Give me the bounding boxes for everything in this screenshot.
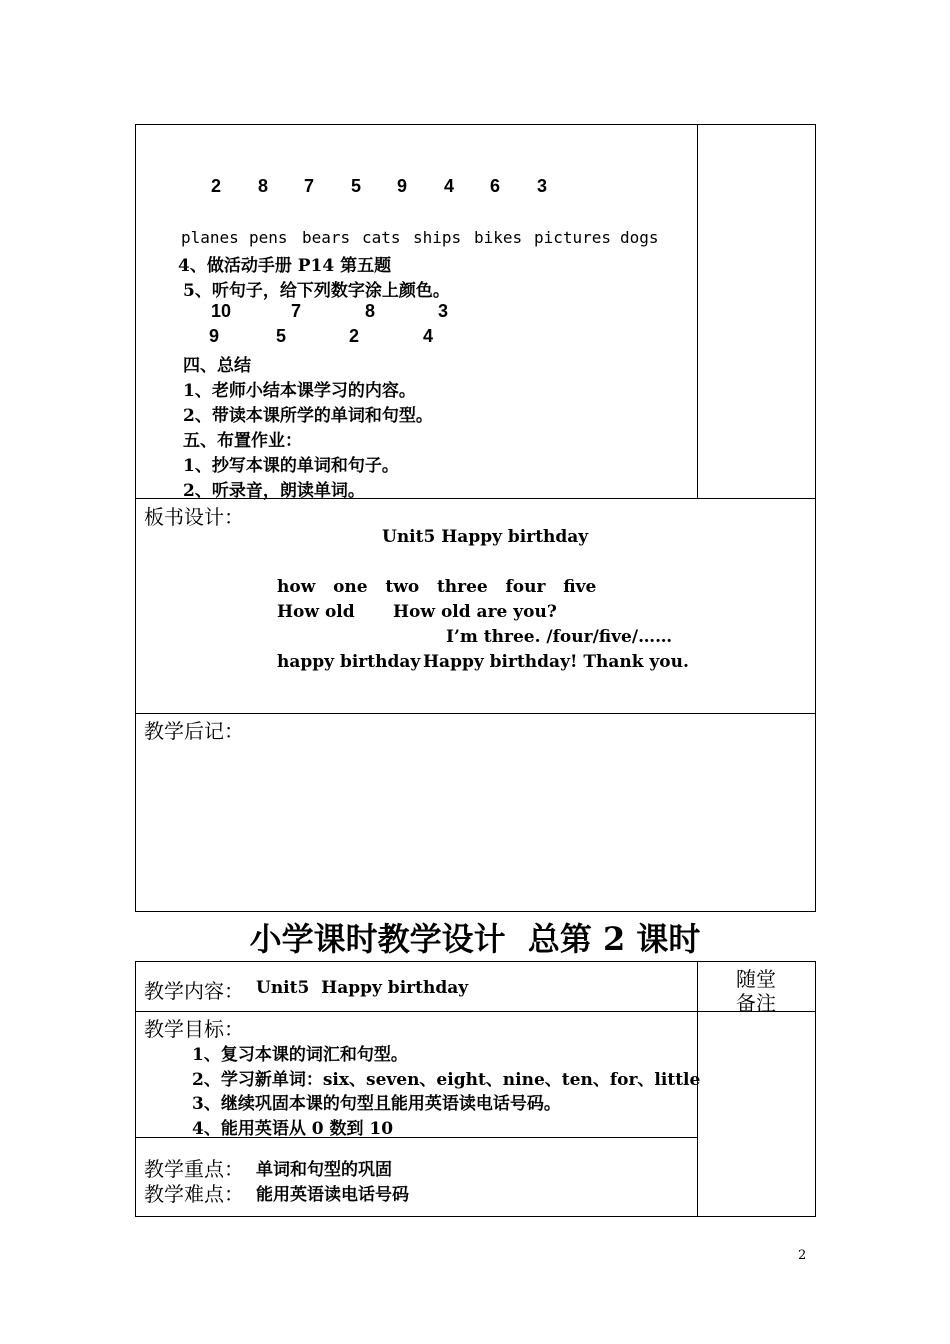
number-item: 2 — [349, 326, 360, 346]
board-line-2b: How old are you? — [393, 602, 557, 622]
word-item: planes — [181, 228, 239, 247]
board-line-3: I’m three. /four/five/…… — [446, 627, 673, 647]
word-item: ships — [413, 228, 462, 247]
board-line-4b: Happy birthday! Thank you. — [423, 652, 689, 672]
content-row-divider — [135, 1011, 816, 1012]
key-point-value: 单词和句型的巩固 — [256, 1160, 392, 1180]
activity-line-4: 4、做活动手册 P14 第五题 — [178, 256, 392, 276]
notes-divider — [135, 713, 816, 714]
goal-item-1: 1、复习本课的词汇和句型。 — [192, 1045, 408, 1065]
number-item: 3 — [438, 301, 449, 321]
number-item: 6 — [490, 176, 501, 196]
word-item: bears — [302, 228, 351, 247]
teaching-content-label: 教学内容： — [144, 979, 244, 1003]
section-title: 小学课时教学设计 总第 2 课时 — [249, 920, 701, 958]
activity-line-5: 5、听句子，给下列数字涂上颜色。 — [183, 281, 450, 301]
board-line-2a: How old — [277, 602, 355, 622]
side-notes-column-divider — [697, 124, 698, 499]
word-item: cats — [362, 228, 401, 247]
teaching-content-value: Unit5 Happy birthday — [256, 978, 469, 998]
word-item: dogs — [620, 228, 659, 247]
board-line-1: how one two three four five — [277, 577, 597, 597]
difficulty-value: 能用英语读电话号码 — [256, 1185, 409, 1205]
board-line-4a: happy birthday — [277, 652, 421, 672]
board-design-label: 板书设计： — [144, 505, 244, 529]
page-number: 2 — [798, 1248, 807, 1263]
homework-item-2: 2、听录音，朗读单词。 — [183, 481, 365, 501]
summary-heading: 四、总结 — [183, 356, 251, 376]
board-title: Unit5 Happy birthday — [382, 527, 589, 547]
number-item: 7 — [291, 301, 302, 321]
summary-item-1: 1、老师小结本课学习的内容。 — [183, 381, 416, 401]
number-item: 5 — [276, 326, 287, 346]
number-item: 4 — [444, 176, 455, 196]
homework-item-1: 1、抄写本课的单词和句子。 — [183, 456, 399, 476]
number-item: 10 — [211, 301, 232, 321]
number-item: 8 — [365, 301, 376, 321]
homework-heading: 五、布置作业： — [183, 431, 302, 451]
number-item: 5 — [351, 176, 362, 196]
number-item: 8 — [258, 176, 269, 196]
number-item: 9 — [209, 326, 220, 346]
word-item: bikes — [474, 228, 523, 247]
word-item: pens — [249, 228, 288, 247]
key-point-label: 教学重点： — [144, 1157, 244, 1181]
number-item: 9 — [397, 176, 408, 196]
teaching-notes-label: 教学后记： — [144, 719, 244, 743]
goal-item-3: 3、继续巩固本课的句型且能用英语读电话号码。 — [192, 1094, 561, 1114]
side-notes-header-line-1: 随堂 — [736, 967, 776, 991]
number-item: 3 — [537, 176, 548, 196]
difficulty-label: 教学难点： — [144, 1182, 244, 1206]
side-notes-header-line-2: 备注 — [736, 991, 776, 1015]
goal-item-2: 2、学习新单词：six、seven、eight、nine、ten、for、little — [192, 1070, 701, 1090]
number-item: 4 — [423, 326, 434, 346]
teaching-goals-label: 教学目标： — [144, 1017, 244, 1041]
word-item: pictures — [534, 228, 612, 247]
goal-item-4: 4、能用英语从 0 数到 10 — [192, 1119, 394, 1139]
number-item: 2 — [211, 176, 222, 196]
number-item: 7 — [304, 176, 315, 196]
summary-item-2: 2、带读本课所学的单词和句型。 — [183, 406, 433, 426]
